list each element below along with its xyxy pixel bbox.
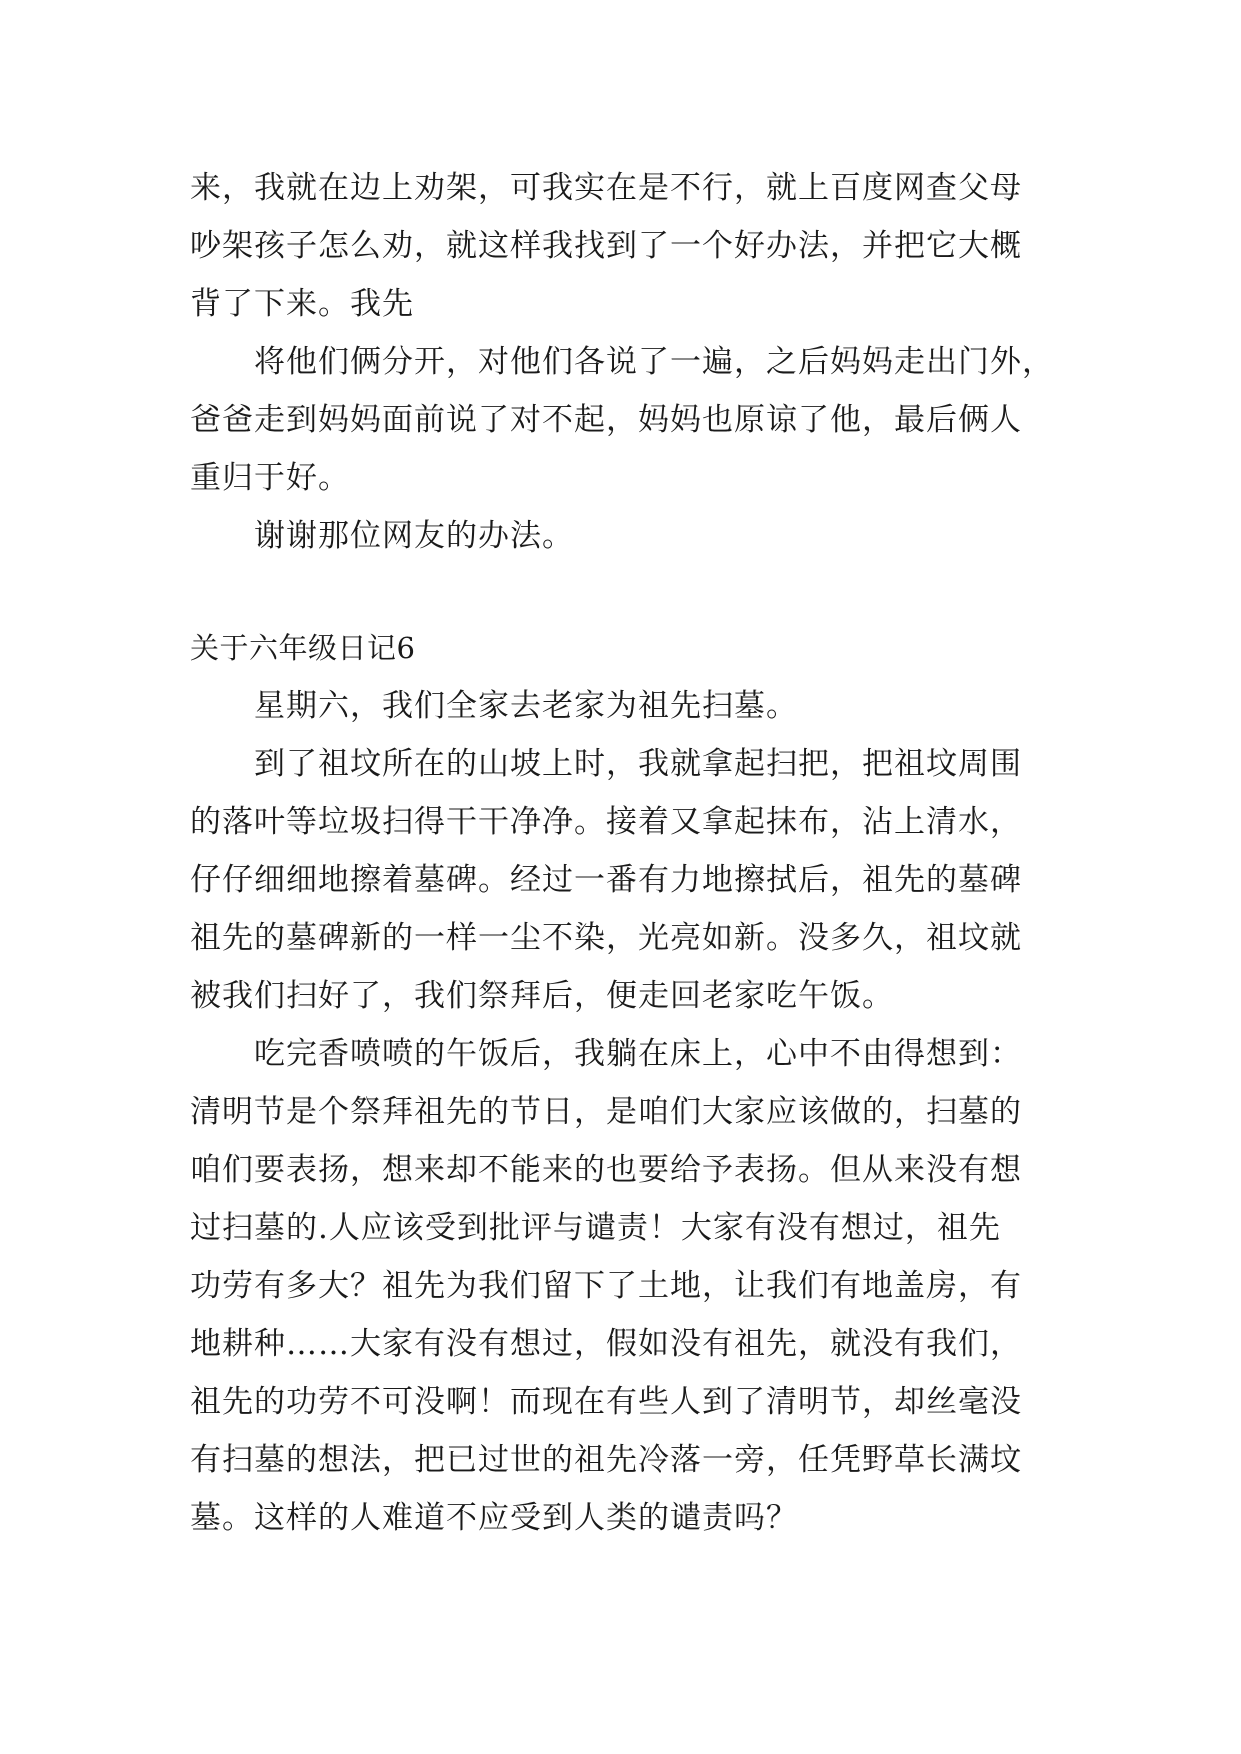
- text-line: 重归于好。: [190, 460, 350, 496]
- text-line: 过扫墓的.人应该受到批评与谴责！大家有没有想过，祖先: [190, 1210, 1001, 1246]
- text-line: 仔仔细细地擦着墓碑。经过一番有力地擦拭后，祖先的墓碑: [190, 862, 1022, 898]
- text-line: 祖先的功劳不可没啊！而现在有些人到了清明节，却丝毫没: [190, 1384, 1022, 1420]
- text-line: 功劳有多大？祖先为我们留下了土地，让我们有地盖房，有: [190, 1268, 1022, 1304]
- text-line: 墓。这样的人难道不应受到人类的谴责吗？: [190, 1500, 798, 1536]
- text-line: 有扫墓的想法，把已过世的祖先冷落一旁，任凭野草长满坟: [190, 1442, 1022, 1478]
- section-heading: 关于六年级日记6: [190, 631, 416, 665]
- paragraph-start-line: 谢谢那位网友的办法。: [254, 518, 574, 554]
- paragraph-start-line: 将他们俩分开，对他们各说了一遍，之后妈妈走出门外，: [254, 344, 1054, 380]
- text-line: 被我们扫好了，我们祭拜后，便走回老家吃午饭。: [190, 978, 894, 1014]
- text-line: 咱们要表扬，想来却不能来的也要给予表扬。但从来没有想: [190, 1152, 1022, 1188]
- paragraph-start-line: 星期六，我们全家去老家为祖先扫墓。: [254, 688, 798, 724]
- paragraph-start-line: 到了祖坟所在的山坡上时，我就拿起扫把，把祖坟周围: [254, 746, 1022, 782]
- text-line: 的落叶等垃圾扫得干干净净。接着又拿起抹布，沾上清水，: [190, 804, 1022, 840]
- paragraph-start-line: 吃完香喷喷的午饭后，我躺在床上，心中不由得想到：: [254, 1036, 1022, 1072]
- text-line: 来，我就在边上劝架，可我实在是不行，就上百度网查父母: [190, 170, 1022, 206]
- text-line: 背了下来。我先: [190, 286, 414, 322]
- text-line: 地耕种……大家有没有想过，假如没有祖先，就没有我们，: [190, 1326, 1022, 1362]
- text-line: 祖先的墓碑新的一样一尘不染，光亮如新。没多久，祖坟就: [190, 920, 1022, 956]
- text-line: 爸爸走到妈妈面前说了对不起，妈妈也原谅了他，最后俩人: [190, 402, 1022, 438]
- text-line: 吵架孩子怎么劝，就这样我找到了一个好办法，并把它大概: [190, 228, 1022, 264]
- text-line: 清明节是个祭拜祖先的节日，是咱们大家应该做的，扫墓的: [190, 1094, 1022, 1130]
